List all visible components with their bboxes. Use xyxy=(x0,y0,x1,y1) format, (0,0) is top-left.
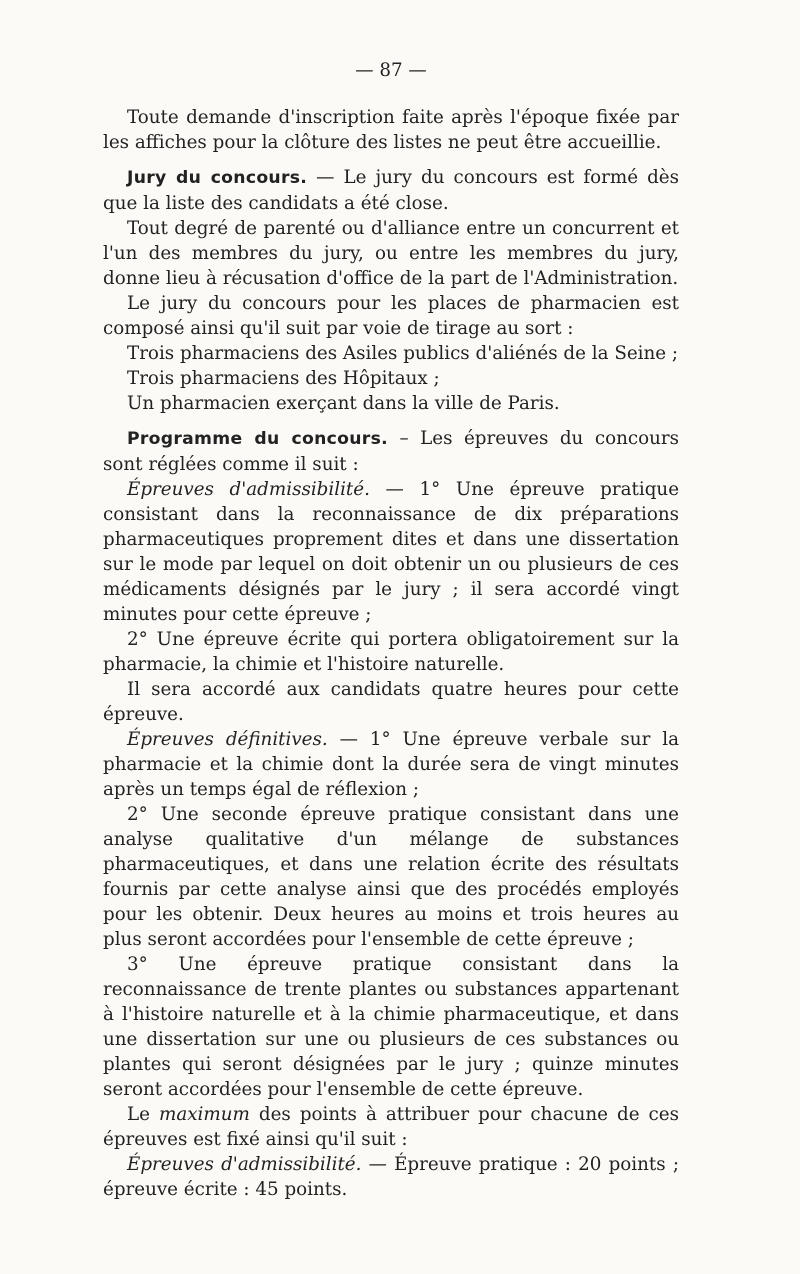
programme-paragraph xyxy=(103,426,679,477)
written-test-duration-paragraph: Il sera accordé aux candidats quatre heures pour cette épreuve. xyxy=(103,679,679,725)
definitives-paragraph xyxy=(103,727,679,802)
jury-member-line: Un pharmacien exerçant dans la ville de Paris. xyxy=(127,393,560,414)
written-test-paragraph: 2° Une épreuve écrite qui portera obligatoirement sur la pharmacie, la chimie et l'histoire naturelle. xyxy=(103,629,679,675)
points-text: — Épreuve pratique : 20 points ; épreuve écrite : 45 points. xyxy=(103,1154,680,1200)
maximum-points-paragraph: Le maximum des points à attribuer pour chacune de ces épreuves est fixé ainsi qu'il suit : xyxy=(103,1104,679,1150)
book-page xyxy=(103,58,679,1202)
programme-heading: Programme du concours. xyxy=(127,429,388,449)
jury-member-line: Trois pharmaciens des Asiles publics d'aliénés de la Seine ; xyxy=(127,343,679,364)
admissibilite-label: Épreuves d'admissibilité. xyxy=(127,479,370,500)
definitives-text: — 1° Une épreuve verbale sur la pharmacie et la chimie dont la durée sera de vingt minutes après un temps égal de réflexion ; xyxy=(103,729,679,800)
jury-kinship-paragraph: Tout degré de parenté ou d'alliance entre un concurrent et l'un des membres du jury, ou entre les membres du jury, donne lieu à récusation d'office de la part de l'Administration. xyxy=(103,218,679,289)
programme-text: – Les épreuves du concours sont réglées comme il suit : xyxy=(103,428,679,475)
admissibilite-text: — 1° Une épreuve pratique consistant dans la reconnaissance de dix préparations pharmaceutiques proprement dites et dans une dissertation sur le mode par lequel on doit obtenir un ou plusieurs de ces médicaments désignés par le jury ; il sera accordé vingt minutes pour cette épreuve ; xyxy=(103,479,680,625)
points-paragraph xyxy=(103,1152,679,1202)
recognition-test-paragraph: 3° Une épreuve pratique consistant dans la reconnaissance de trente plantes ou substances appartenant à l'histoire naturelle et à la chimie pharmaceutique, et dans une dissertation sur une ou plusieurs de ces substances ou plantes qui seront désignées par le jury ; quinze minutes seront accordées pour l'ensemble de cette épreuve. xyxy=(103,954,679,1100)
points-label: Épreuves d'admissibilité. xyxy=(127,1154,362,1175)
analysis-test-paragraph: 2° Une seconde épreuve pratique consistant dans une analyse qualitative d'un mélange de substances pharmaceutiques, et dans une relation écrite des résultats fournis par cette analyse ainsi que des procédés employés pour les obtenir. Deux heures au moins et trois heures au plus seront accordées pour l'ensemble de cette épreuve ; xyxy=(103,804,679,950)
maximum-word: maximum xyxy=(159,1104,250,1125)
definitives-label: Épreuves définitives. xyxy=(127,729,328,750)
intro-paragraph: Toute demande d'inscription faite après l'époque fixée par les affiches pour la clôture des listes ne peut être accueillie. xyxy=(103,107,679,153)
jury-composition-paragraph: Le jury du concours pour les places de pharmacien est composé ainsi qu'il suit par voie de tirage au sort : xyxy=(103,293,679,339)
admissibilite-paragraph xyxy=(103,477,679,627)
page-number: — 87 — xyxy=(355,60,427,81)
jury-text: — Le jury du concours est formé dès que la liste des candidats a été close. xyxy=(103,167,679,214)
jury-member-line: Trois pharmaciens des Hôpitaux ; xyxy=(127,368,440,389)
jury-paragraph xyxy=(103,165,679,216)
jury-heading: Jury du concours. xyxy=(127,168,308,188)
